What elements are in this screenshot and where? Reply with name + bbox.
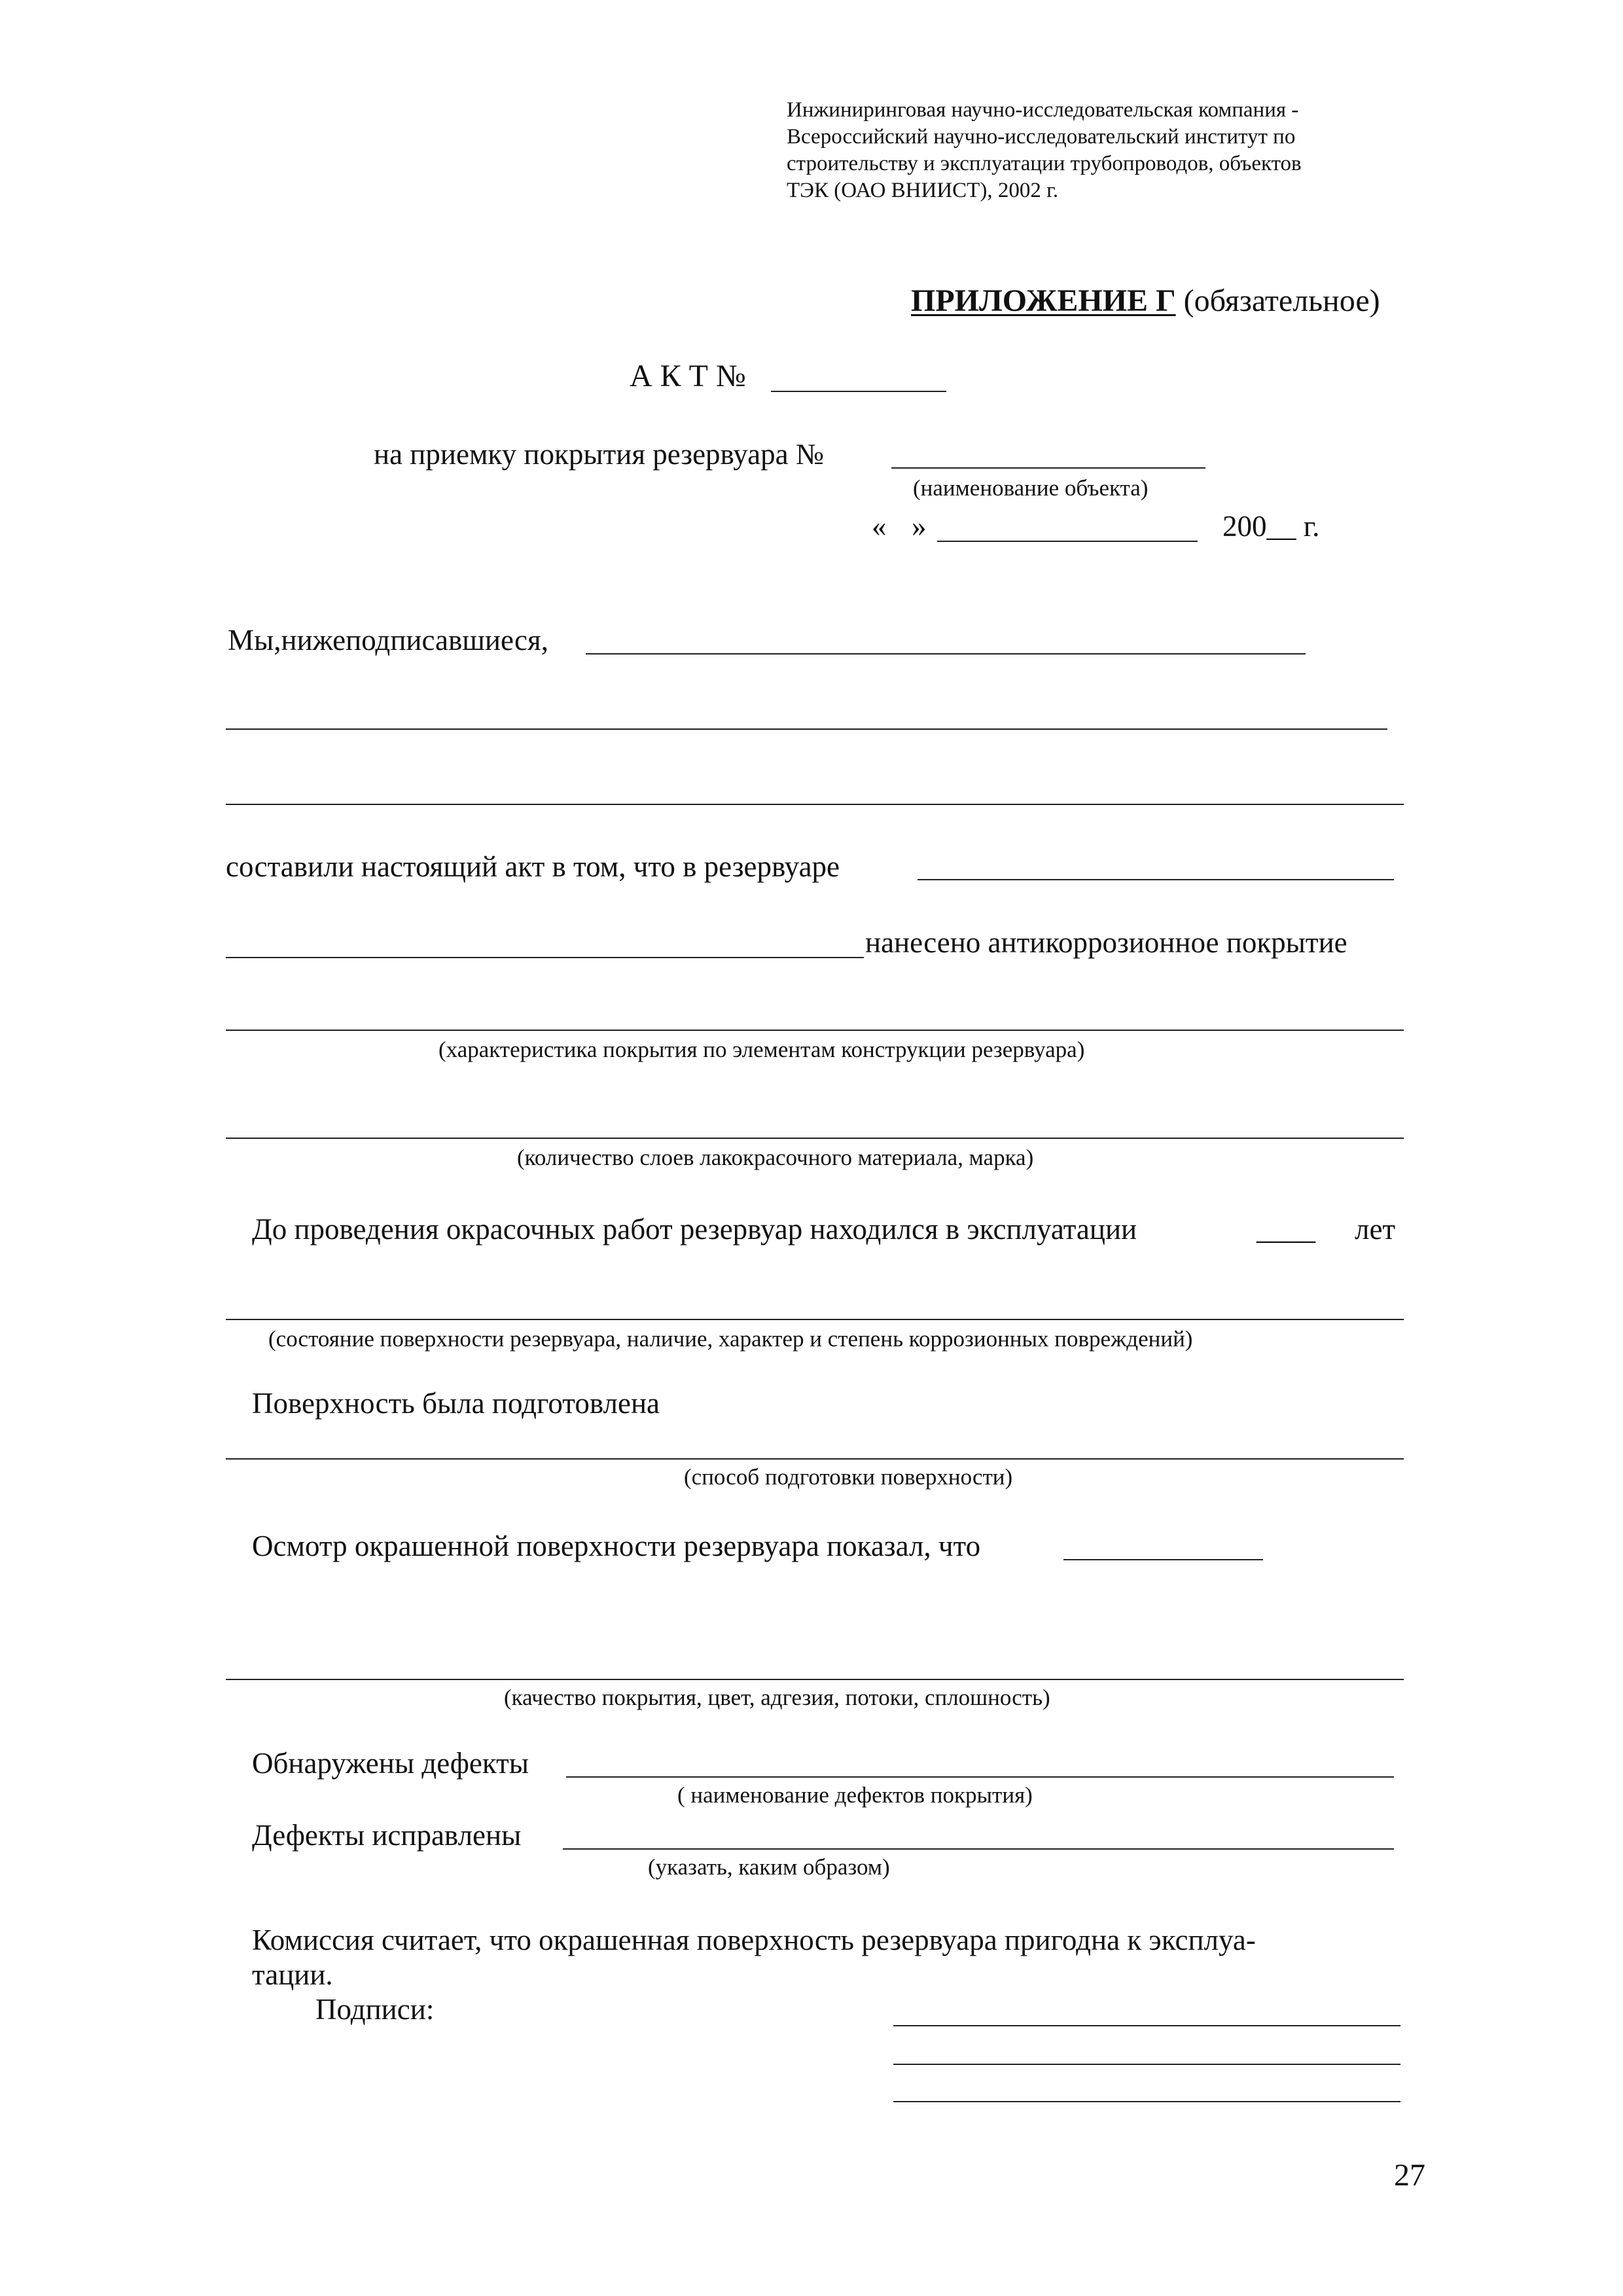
object-caption: (наименование объекта) — [913, 475, 1149, 501]
undersigned-blank-3 — [226, 804, 1404, 805]
condition-caption: (состояние поверхности резервуара, наличие, характер и степень коррозионных повреждений) — [268, 1326, 1193, 1352]
page-number: 27 — [1394, 2158, 1425, 2193]
characteristics-caption: (характеристика покрытия по элементам конструкции резервуара) — [438, 1037, 1085, 1062]
date-year: 200__ г. — [1222, 510, 1320, 543]
applied-text: нанесено антикоррозионное покрытие — [865, 926, 1347, 959]
inspection-text: Осмотр окрашенной поверхности резервуара показал, что — [252, 1530, 981, 1562]
tank-number-blank — [891, 467, 1205, 469]
undersigned-label: Мы,нижеподписавшиеся, — [228, 624, 548, 656]
appendix-note: (обязательное) — [1183, 283, 1380, 318]
how-caption: (указать, каким образом) — [648, 1854, 890, 1880]
defects-fixed-blank — [563, 1848, 1394, 1850]
prepared-text: Поверхность была подготовлена — [252, 1387, 660, 1420]
condition-blank — [226, 1319, 1404, 1320]
act-title: А К Т № — [630, 359, 746, 393]
preparation-caption: (способ подготовки поверхности) — [684, 1464, 1013, 1490]
header-line: Инжиниринговая научно-исследовательская компания - — [787, 98, 1299, 122]
applied-blank — [226, 957, 864, 958]
operation-text: До проведения окрасочных работ резервуар находился в эксплуатации — [252, 1213, 1137, 1246]
undersigned-blank — [586, 653, 1306, 655]
defects-caption: ( наименование дефектов покрытия) — [677, 1782, 1033, 1808]
appendix-heading — [911, 284, 1380, 318]
quality-blank — [226, 1679, 1404, 1680]
defects-fixed-label: Дефекты исправлены — [252, 1819, 522, 1852]
appendix-title: ПРИЛОЖЕНИЕ Г — [911, 283, 1176, 318]
signature-line-2 — [893, 2064, 1400, 2065]
signatures-label: Подписи: — [315, 1993, 435, 2026]
preparation-blank — [226, 1458, 1404, 1460]
conclusion-line-2: тации. — [252, 1958, 333, 1991]
inspection-blank — [1063, 1559, 1263, 1560]
date-open-quote: « — [872, 510, 887, 543]
act-number-blank — [771, 391, 946, 392]
years-blank: ____ — [1257, 1213, 1315, 1246]
signature-line-3 — [893, 2101, 1400, 2102]
header-block — [787, 97, 1395, 204]
layers-blank — [226, 1138, 1404, 1139]
header-line: Всероссийский научно-исследовательский институт по — [787, 125, 1296, 149]
layers-caption: (количество слоев лакокрасочного материала, марка) — [517, 1145, 1034, 1170]
date-blank — [937, 541, 1198, 542]
tank-blank — [918, 879, 1394, 880]
undersigned-blank-2 — [226, 728, 1387, 730]
quality-caption: (качество покрытия, цвет, адгезия, потоки, сплошность) — [504, 1685, 1050, 1710]
defects-found-label: Обнаружены дефекты — [252, 1747, 529, 1780]
conclusion-line-1: Комиссия считает, что окрашенная поверхность резервуара пригодна к эксплуа- — [252, 1924, 1256, 1956]
header-line: строительству и эксплуатации трубопроводов, объектов — [787, 152, 1302, 175]
characteristics-blank — [226, 1030, 1404, 1031]
act-subtitle: на приемку покрытия резервуара № — [374, 438, 824, 471]
defects-found-blank — [566, 1776, 1394, 1778]
header-line: ТЭК (ОАО ВНИИСТ), 2002 г. — [787, 179, 1059, 202]
years-label: лет — [1355, 1213, 1396, 1246]
compiled-text: составили настоящий акт в том, что в резервуаре — [226, 850, 840, 883]
date-close-quote: » — [912, 510, 927, 543]
signature-line-1 — [893, 2025, 1400, 2026]
